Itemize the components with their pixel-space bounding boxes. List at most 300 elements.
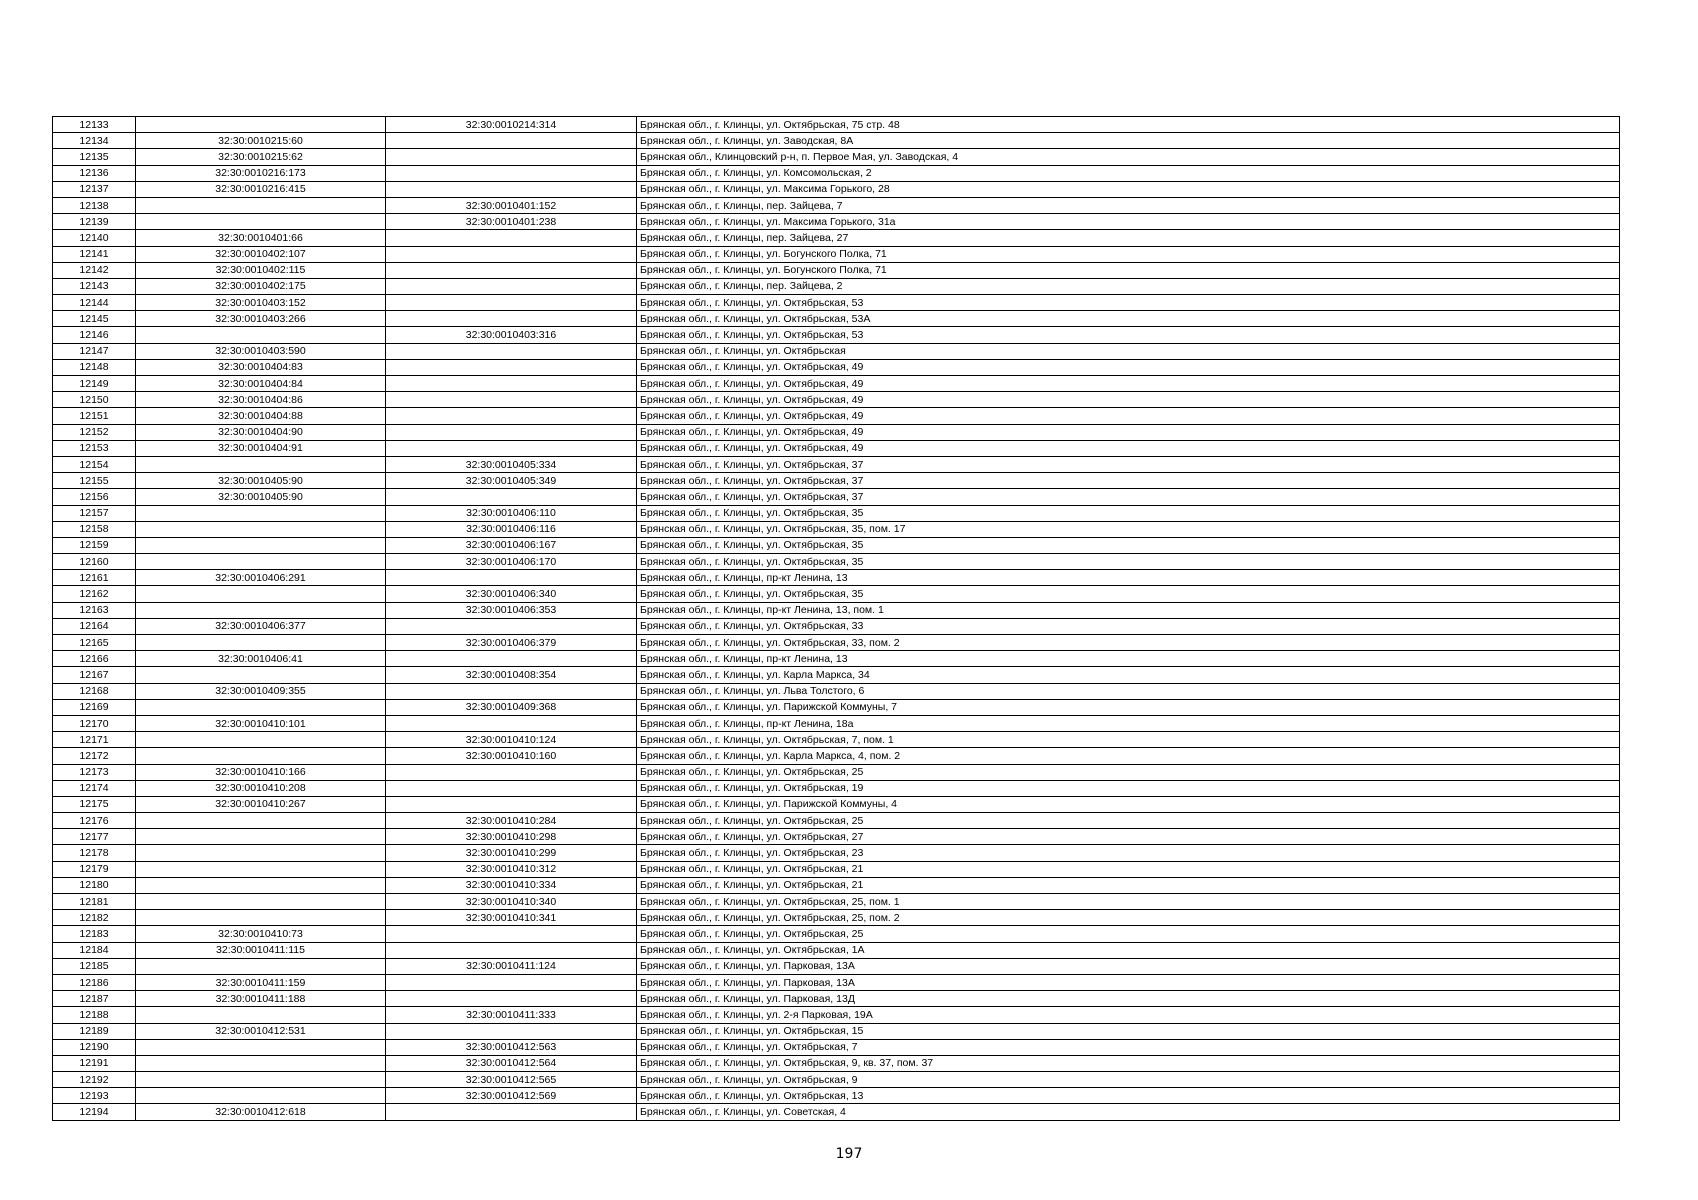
table-row (53, 376, 1620, 392)
address-cell: Брянская обл., г. Клинцы, ул. Октябрьская, 49 (637, 424, 1620, 440)
address-cell: Брянская обл., г. Клинцы, ул. Октябрьская, 7, пом. 1 (637, 732, 1620, 748)
address-cell: Брянская обл., г. Клинцы, пер. Зайцева, 27 (637, 230, 1620, 246)
cadastral-number-cell: 32:30:0010404:90 (136, 424, 386, 440)
cadastral-number-cell (136, 894, 386, 910)
cadastral-number-cell: 32:30:0010403:152 (136, 295, 386, 311)
address-cell: Брянская обл., г. Клинцы, ул. Октябрьская, 15 (637, 1023, 1620, 1039)
related-cadastral-number-cell: 32:30:0010410:340 (386, 894, 637, 910)
row-number-cell: 12191 (53, 1055, 136, 1071)
row-number-cell: 12145 (53, 311, 136, 327)
related-cadastral-number-cell: 32:30:0010410:124 (386, 732, 637, 748)
related-cadastral-number-cell (386, 651, 637, 667)
related-cadastral-number-cell: 32:30:0010411:333 (386, 1007, 637, 1023)
table-row (53, 894, 1620, 910)
address-cell: Брянская обл., г. Клинцы, ул. Октябрьская, 25, пом. 2 (637, 910, 1620, 926)
related-cadastral-number-cell: 32:30:0010410:341 (386, 910, 637, 926)
row-number-cell: 12156 (53, 489, 136, 505)
row-number-cell: 12184 (53, 942, 136, 958)
row-number-cell: 12179 (53, 861, 136, 877)
row-number-cell: 12150 (53, 392, 136, 408)
address-cell: Брянская обл., г. Клинцы, ул. 2-я Парковая, 19А (637, 1007, 1620, 1023)
cadastral-number-cell (136, 861, 386, 877)
related-cadastral-number-cell: 32:30:0010406:340 (386, 586, 637, 602)
row-number-cell: 12163 (53, 602, 136, 618)
row-number-cell: 12162 (53, 586, 136, 602)
table-row (53, 618, 1620, 634)
table-row (53, 829, 1620, 845)
row-number-cell: 12182 (53, 910, 136, 926)
row-number-cell: 12139 (53, 214, 136, 230)
address-cell: Брянская обл., г. Клинцы, ул. Октябрьская, 21 (637, 861, 1620, 877)
address-cell: Брянская обл., г. Клинцы, ул. Карла Маркса, 34 (637, 667, 1620, 683)
address-cell: Брянская обл., г. Клинцы, ул. Октябрьская, 25, пом. 1 (637, 894, 1620, 910)
row-number-cell: 12146 (53, 327, 136, 343)
table-row (53, 974, 1620, 990)
row-number-cell: 12152 (53, 424, 136, 440)
address-cell: Брянская обл., г. Клинцы, ул. Октябрьская, 49 (637, 440, 1620, 456)
related-cadastral-number-cell: 32:30:0010410:298 (386, 829, 637, 845)
related-cadastral-number-cell (386, 570, 637, 586)
row-number-cell: 12157 (53, 505, 136, 521)
cadastral-number-cell: 32:30:0010411:188 (136, 991, 386, 1007)
row-number-cell: 12183 (53, 926, 136, 942)
row-number-cell: 12153 (53, 440, 136, 456)
related-cadastral-number-cell (386, 278, 637, 294)
address-cell: Брянская обл., г. Клинцы, ул. Богунского Полка, 71 (637, 262, 1620, 278)
cadastral-number-cell: 32:30:0010215:60 (136, 133, 386, 149)
address-cell: Брянская обл., г. Клинцы, ул. Октябрьская, 21 (637, 877, 1620, 893)
cadastral-number-cell (136, 910, 386, 926)
address-cell: Брянская обл., г. Клинцы, ул. Октябрьская, 49 (637, 392, 1620, 408)
table-row (53, 246, 1620, 262)
related-cadastral-number-cell: 32:30:0010401:152 (386, 197, 637, 213)
table-row (53, 942, 1620, 958)
address-cell: Брянская обл., г. Клинцы, ул. Октябрьская (637, 343, 1620, 359)
related-cadastral-number-cell: 32:30:0010410:160 (386, 748, 637, 764)
row-number-cell: 12192 (53, 1072, 136, 1088)
cadastral-number-cell (136, 117, 386, 133)
cadastral-number-cell: 32:30:0010216:415 (136, 181, 386, 197)
cadastral-number-cell (136, 845, 386, 861)
table-row (53, 683, 1620, 699)
related-cadastral-number-cell (386, 133, 637, 149)
cadastral-number-cell (136, 813, 386, 829)
related-cadastral-number-cell: 32:30:0010403:316 (386, 327, 637, 343)
cadastral-number-cell: 32:30:0010404:88 (136, 408, 386, 424)
row-number-cell: 12167 (53, 667, 136, 683)
address-cell: Брянская обл., г. Клинцы, ул. Октябрьская, 75 стр. 48 (637, 117, 1620, 133)
related-cadastral-number-cell (386, 780, 637, 796)
related-cadastral-number-cell: 32:30:0010408:354 (386, 667, 637, 683)
table-row (53, 845, 1620, 861)
related-cadastral-number-cell (386, 618, 637, 634)
cadastral-number-cell (136, 732, 386, 748)
row-number-cell: 12168 (53, 683, 136, 699)
row-number-cell: 12178 (53, 845, 136, 861)
cadastral-number-cell (136, 586, 386, 602)
table-row (53, 732, 1620, 748)
address-cell: Брянская обл., г. Клинцы, ул. Октябрьская, 35 (637, 586, 1620, 602)
address-cell: Брянская обл., г. Клинцы, ул. Октябрьская, 35, пом. 17 (637, 521, 1620, 537)
related-cadastral-number-cell (386, 764, 637, 780)
cadastral-number-cell: 32:30:0010406:41 (136, 651, 386, 667)
related-cadastral-number-cell (386, 683, 637, 699)
table-row (53, 489, 1620, 505)
related-cadastral-number-cell: 32:30:0010406:353 (386, 602, 637, 618)
related-cadastral-number-cell (386, 942, 637, 958)
table-row (53, 991, 1620, 1007)
row-number-cell: 12149 (53, 376, 136, 392)
cadastral-number-cell: 32:30:0010409:355 (136, 683, 386, 699)
table-row (53, 392, 1620, 408)
related-cadastral-number-cell: 32:30:0010410:299 (386, 845, 637, 861)
address-cell: Брянская обл., г. Клинцы, ул. Парковая, 13Д (637, 991, 1620, 1007)
row-number-cell: 12185 (53, 958, 136, 974)
related-cadastral-number-cell: 32:30:0010406:170 (386, 554, 637, 570)
cadastral-number-cell: 32:30:0010402:175 (136, 278, 386, 294)
table-row (53, 958, 1620, 974)
address-cell: Брянская обл., г. Клинцы, пр-кт Ленина, 13 (637, 570, 1620, 586)
address-cell: Брянская обл., г. Клинцы, ул. Парижской Коммуны, 7 (637, 699, 1620, 715)
table-row (53, 165, 1620, 181)
table-row (53, 327, 1620, 343)
cadastral-number-cell (136, 602, 386, 618)
related-cadastral-number-cell (386, 376, 637, 392)
address-cell: Брянская обл., г. Клинцы, ул. Октябрьская, 25 (637, 764, 1620, 780)
address-cell: Брянская обл., г. Клинцы, ул. Октябрьская, 33, пом. 2 (637, 635, 1620, 651)
cadastral-number-cell: 32:30:0010406:377 (136, 618, 386, 634)
table-row (53, 699, 1620, 715)
address-cell: Брянская обл., г. Клинцы, ул. Октябрьская, 35 (637, 554, 1620, 570)
related-cadastral-number-cell: 32:30:0010410:312 (386, 861, 637, 877)
table-row (53, 311, 1620, 327)
cadastral-number-cell: 32:30:0010404:91 (136, 440, 386, 456)
table-row (53, 230, 1620, 246)
cadastral-number-cell (136, 699, 386, 715)
table-row (53, 796, 1620, 812)
row-number-cell: 12171 (53, 732, 136, 748)
cadastral-number-cell: 32:30:0010411:159 (136, 974, 386, 990)
related-cadastral-number-cell (386, 926, 637, 942)
cadastral-number-cell: 32:30:0010404:83 (136, 359, 386, 375)
table-row (53, 1007, 1620, 1023)
related-cadastral-number-cell: 32:30:0010214:314 (386, 117, 637, 133)
row-number-cell: 12166 (53, 651, 136, 667)
row-number-cell: 12158 (53, 521, 136, 537)
table-row (53, 359, 1620, 375)
related-cadastral-number-cell (386, 165, 637, 181)
row-number-cell: 12181 (53, 894, 136, 910)
related-cadastral-number-cell (386, 489, 637, 505)
table-row (53, 1104, 1620, 1120)
row-number-cell: 12175 (53, 796, 136, 812)
table-row (53, 651, 1620, 667)
row-number-cell: 12143 (53, 278, 136, 294)
related-cadastral-number-cell (386, 1104, 637, 1120)
cadastral-number-cell (136, 829, 386, 845)
related-cadastral-number-cell: 32:30:0010410:284 (386, 813, 637, 829)
cadastral-number-cell: 32:30:0010403:590 (136, 343, 386, 359)
address-cell: Брянская обл., г. Клинцы, ул. Октябрьская, 37 (637, 489, 1620, 505)
cadastral-number-cell (136, 635, 386, 651)
table-row (53, 537, 1620, 553)
related-cadastral-number-cell (386, 796, 637, 812)
table-row (53, 926, 1620, 942)
address-cell: Брянская обл., г. Клинцы, ул. Октябрьская, 49 (637, 408, 1620, 424)
row-number-cell: 12155 (53, 473, 136, 489)
table-row (53, 554, 1620, 570)
cadastral-number-cell (136, 537, 386, 553)
table-row (53, 1055, 1620, 1071)
address-cell: Брянская обл., г. Клинцы, ул. Карла Маркса, 4, пом. 2 (637, 748, 1620, 764)
address-cell: Брянская обл., г. Клинцы, ул. Льва Толстого, 6 (637, 683, 1620, 699)
address-cell: Брянская обл., г. Клинцы, ул. Октябрьская, 1А (637, 942, 1620, 958)
related-cadastral-number-cell (386, 1023, 637, 1039)
related-cadastral-number-cell: 32:30:0010412:564 (386, 1055, 637, 1071)
related-cadastral-number-cell (386, 424, 637, 440)
related-cadastral-number-cell (386, 392, 637, 408)
table-row (53, 1088, 1620, 1104)
row-number-cell: 12135 (53, 149, 136, 165)
related-cadastral-number-cell: 32:30:0010406:110 (386, 505, 637, 521)
address-cell: Брянская обл., г. Клинцы, ул. Октябрьская, 49 (637, 376, 1620, 392)
related-cadastral-number-cell: 32:30:0010405:349 (386, 473, 637, 489)
cadastral-number-cell: 32:30:0010410:208 (136, 780, 386, 796)
table-row (53, 910, 1620, 926)
row-number-cell: 12180 (53, 877, 136, 893)
cadastral-number-cell: 32:30:0010404:86 (136, 392, 386, 408)
cadastral-number-cell: 32:30:0010215:62 (136, 149, 386, 165)
address-cell: Брянская обл., г. Клинцы, ул. Октябрьская, 53 (637, 295, 1620, 311)
table-row (53, 149, 1620, 165)
address-cell: Брянская обл., г. Клинцы, ул. Октябрьская, 9, кв. 37, пом. 37 (637, 1055, 1620, 1071)
table-row (53, 521, 1620, 537)
row-number-cell: 12160 (53, 554, 136, 570)
table-row (53, 343, 1620, 359)
cadastral-number-cell: 32:30:0010405:90 (136, 489, 386, 505)
row-number-cell: 12147 (53, 343, 136, 359)
related-cadastral-number-cell (386, 230, 637, 246)
address-cell: Брянская обл., г. Клинцы, ул. Октябрьская, 35 (637, 537, 1620, 553)
cadastral-number-cell (136, 1039, 386, 1055)
row-number-cell: 12170 (53, 715, 136, 731)
related-cadastral-number-cell: 32:30:0010412:563 (386, 1039, 637, 1055)
cadastral-number-cell: 32:30:0010410:166 (136, 764, 386, 780)
cadastral-number-cell (136, 1007, 386, 1023)
row-number-cell: 12169 (53, 699, 136, 715)
cadastral-number-cell (136, 327, 386, 343)
table-row (53, 262, 1620, 278)
table-row (53, 1072, 1620, 1088)
address-cell: Брянская обл., г. Клинцы, ул. Максима Горького, 31а (637, 214, 1620, 230)
row-number-cell: 12176 (53, 813, 136, 829)
table-row (53, 133, 1620, 149)
table-row (53, 602, 1620, 618)
address-cell: Брянская обл., г. Клинцы, ул. Богунского Полка, 71 (637, 246, 1620, 262)
address-cell: Брянская обл., г. Клинцы, ул. Комсомольская, 2 (637, 165, 1620, 181)
related-cadastral-number-cell (386, 359, 637, 375)
row-number-cell: 12133 (53, 117, 136, 133)
address-cell: Брянская обл., г. Клинцы, ул. Октябрьская, 25 (637, 926, 1620, 942)
address-cell: Брянская обл., г. Клинцы, ул. Октябрьская, 53А (637, 311, 1620, 327)
row-number-cell: 12161 (53, 570, 136, 586)
table-row (53, 505, 1620, 521)
registry-table-body (53, 117, 1620, 1121)
related-cadastral-number-cell (386, 343, 637, 359)
cadastral-number-cell: 32:30:0010405:90 (136, 473, 386, 489)
cadastral-number-cell: 32:30:0010402:115 (136, 262, 386, 278)
cadastral-number-cell: 32:30:0010412:531 (136, 1023, 386, 1039)
related-cadastral-number-cell: 32:30:0010405:334 (386, 456, 637, 472)
cadastral-number-cell: 32:30:0010410:267 (136, 796, 386, 812)
row-number-cell: 12194 (53, 1104, 136, 1120)
table-row (53, 1039, 1620, 1055)
related-cadastral-number-cell: 32:30:0010409:368 (386, 699, 637, 715)
cadastral-number-cell: 32:30:0010410:101 (136, 715, 386, 731)
table-row (53, 197, 1620, 213)
address-cell: Брянская обл., г. Клинцы, ул. Октябрьская, 33 (637, 618, 1620, 634)
row-number-cell: 12189 (53, 1023, 136, 1039)
address-cell: Брянская обл., Клинцовский р-н, п. Первое Мая, ул. Заводская, 4 (637, 149, 1620, 165)
address-cell: Брянская обл., г. Клинцы, пер. Зайцева, 7 (637, 197, 1620, 213)
table-row (53, 570, 1620, 586)
table-row (53, 295, 1620, 311)
cadastral-number-cell: 32:30:0010412:618 (136, 1104, 386, 1120)
address-cell: Брянская обл., г. Клинцы, пер. Зайцева, 2 (637, 278, 1620, 294)
cadastral-number-cell (136, 1072, 386, 1088)
related-cadastral-number-cell (386, 440, 637, 456)
row-number-cell: 12141 (53, 246, 136, 262)
cadastral-number-cell (136, 748, 386, 764)
row-number-cell: 12193 (53, 1088, 136, 1104)
row-number-cell: 12154 (53, 456, 136, 472)
row-number-cell: 12159 (53, 537, 136, 553)
cadastral-number-cell: 32:30:0010403:266 (136, 311, 386, 327)
cadastral-number-cell (136, 554, 386, 570)
address-cell: Брянская обл., г. Клинцы, ул. Максима Горького, 28 (637, 181, 1620, 197)
address-cell: Брянская обл., г. Клинцы, ул. Парижской Коммуны, 4 (637, 796, 1620, 812)
address-cell: Брянская обл., г. Клинцы, ул. Октябрьская, 53 (637, 327, 1620, 343)
row-number-cell: 12136 (53, 165, 136, 181)
cadastral-number-cell (136, 667, 386, 683)
related-cadastral-number-cell: 32:30:0010412:569 (386, 1088, 637, 1104)
row-number-cell: 12151 (53, 408, 136, 424)
row-number-cell: 12134 (53, 133, 136, 149)
related-cadastral-number-cell: 32:30:0010406:379 (386, 635, 637, 651)
table-row (53, 117, 1620, 133)
registry-table (52, 116, 1620, 1121)
row-number-cell: 12148 (53, 359, 136, 375)
address-cell: Брянская обл., г. Клинцы, ул. Советская, 4 (637, 1104, 1620, 1120)
table-row (53, 424, 1620, 440)
address-cell: Брянская обл., г. Клинцы, пр-кт Ленина, 13 (637, 651, 1620, 667)
related-cadastral-number-cell (386, 715, 637, 731)
address-cell: Брянская обл., г. Клинцы, пр-кт Ленина, 18а (637, 715, 1620, 731)
cadastral-number-cell: 32:30:0010411:115 (136, 942, 386, 958)
address-cell: Брянская обл., г. Клинцы, ул. Октябрьская, 23 (637, 845, 1620, 861)
related-cadastral-number-cell (386, 149, 637, 165)
row-number-cell: 12177 (53, 829, 136, 845)
related-cadastral-number-cell (386, 295, 637, 311)
row-number-cell: 12144 (53, 295, 136, 311)
related-cadastral-number-cell: 32:30:0010401:238 (386, 214, 637, 230)
address-cell: Брянская обл., г. Клинцы, ул. Парковая, 13А (637, 958, 1620, 974)
address-cell: Брянская обл., г. Клинцы, ул. Октябрьская, 25 (637, 813, 1620, 829)
cadastral-number-cell (136, 958, 386, 974)
row-number-cell: 12172 (53, 748, 136, 764)
related-cadastral-number-cell (386, 262, 637, 278)
table-row (53, 1023, 1620, 1039)
table-row (53, 214, 1620, 230)
related-cadastral-number-cell: 32:30:0010412:565 (386, 1072, 637, 1088)
table-row (53, 667, 1620, 683)
related-cadastral-number-cell: 32:30:0010411:124 (386, 958, 637, 974)
cadastral-number-cell (136, 521, 386, 537)
address-cell: Брянская обл., г. Клинцы, ул. Октябрьская, 37 (637, 473, 1620, 489)
cadastral-number-cell (136, 1055, 386, 1071)
address-cell: Брянская обл., г. Клинцы, ул. Заводская, 8А (637, 133, 1620, 149)
table-row (53, 586, 1620, 602)
address-cell: Брянская обл., г. Клинцы, ул. Октябрьская, 9 (637, 1072, 1620, 1088)
cadastral-number-cell (136, 1088, 386, 1104)
cadastral-number-cell (136, 505, 386, 521)
address-cell: Брянская обл., г. Клинцы, ул. Октябрьская, 27 (637, 829, 1620, 845)
row-number-cell: 12188 (53, 1007, 136, 1023)
address-cell: Брянская обл., г. Клинцы, ул. Октябрьская, 19 (637, 780, 1620, 796)
related-cadastral-number-cell: 32:30:0010410:334 (386, 877, 637, 893)
cadastral-number-cell (136, 877, 386, 893)
address-cell: Брянская обл., г. Клинцы, ул. Парковая, 13А (637, 974, 1620, 990)
row-number-cell: 12186 (53, 974, 136, 990)
row-number-cell: 12173 (53, 764, 136, 780)
cadastral-number-cell: 32:30:0010216:173 (136, 165, 386, 181)
row-number-cell: 12164 (53, 618, 136, 634)
cadastral-number-cell (136, 456, 386, 472)
row-number-cell: 12187 (53, 991, 136, 1007)
address-cell: Брянская обл., г. Клинцы, ул. Октябрьская, 7 (637, 1039, 1620, 1055)
page-number: 197 (835, 1146, 863, 1162)
address-cell: Брянская обл., г. Клинцы, ул. Октябрьская, 35 (637, 505, 1620, 521)
table-row (53, 473, 1620, 489)
table-row (53, 748, 1620, 764)
cadastral-number-cell: 32:30:0010401:66 (136, 230, 386, 246)
table-row (53, 877, 1620, 893)
related-cadastral-number-cell: 32:30:0010406:167 (386, 537, 637, 553)
cadastral-number-cell: 32:30:0010406:291 (136, 570, 386, 586)
table-row (53, 861, 1620, 877)
address-cell: Брянская обл., г. Клинцы, ул. Октябрьская, 49 (637, 359, 1620, 375)
related-cadastral-number-cell (386, 181, 637, 197)
row-number-cell: 12140 (53, 230, 136, 246)
table-row (53, 715, 1620, 731)
row-number-cell: 12142 (53, 262, 136, 278)
related-cadastral-number-cell (386, 246, 637, 262)
table-row (53, 181, 1620, 197)
related-cadastral-number-cell (386, 311, 637, 327)
table-row (53, 278, 1620, 294)
row-number-cell: 12138 (53, 197, 136, 213)
row-number-cell: 12137 (53, 181, 136, 197)
table-row (53, 780, 1620, 796)
related-cadastral-number-cell (386, 408, 637, 424)
address-cell: Брянская обл., г. Клинцы, ул. Октябрьская, 13 (637, 1088, 1620, 1104)
table-row (53, 440, 1620, 456)
row-number-cell: 12174 (53, 780, 136, 796)
address-cell: Брянская обл., г. Клинцы, ул. Октябрьская, 37 (637, 456, 1620, 472)
table-row (53, 764, 1620, 780)
related-cadastral-number-cell (386, 974, 637, 990)
table-row (53, 813, 1620, 829)
